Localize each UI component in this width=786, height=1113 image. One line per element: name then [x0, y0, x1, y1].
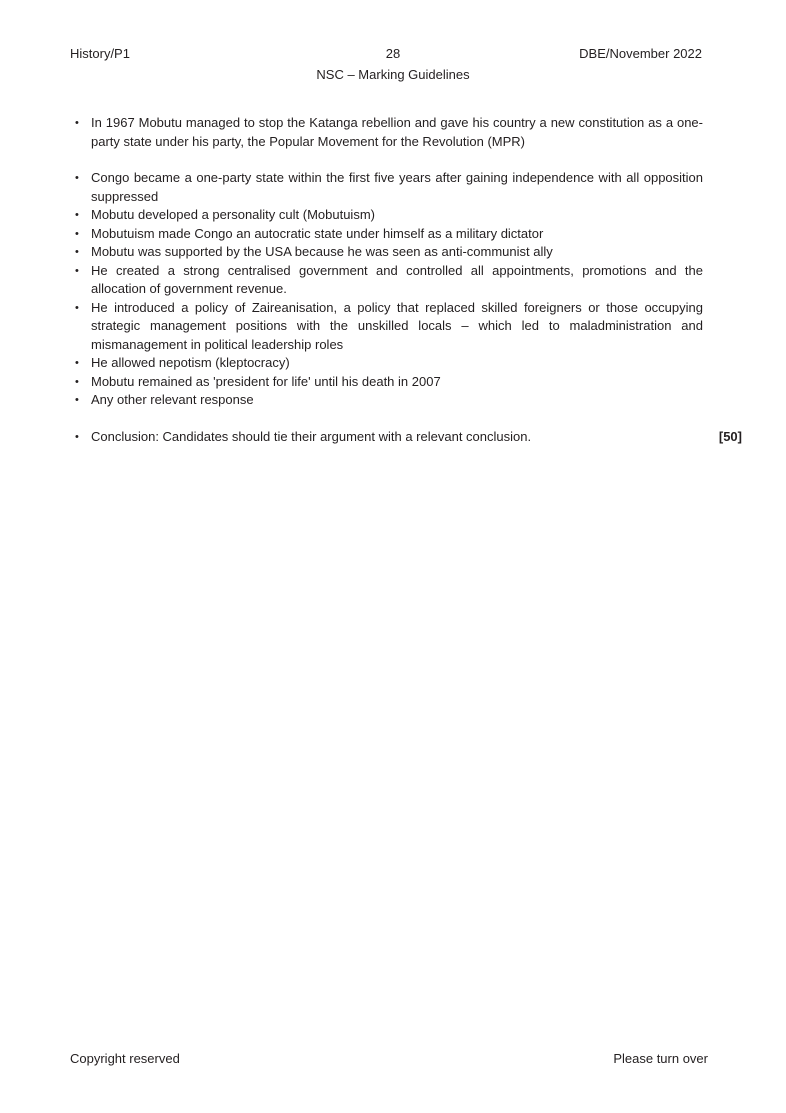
list-item: • Congo became a one-party state within the first five years after gaining independence with all opposition suppressed: [70, 169, 703, 206]
list-item: • Any other relevant response: [70, 391, 703, 410]
header-page-number: 28: [385, 46, 401, 61]
list-item: • Mobutu was supported by the USA because he was seen as anti-communist ally: [70, 243, 703, 262]
page-header: [70, 45, 716, 89]
list-item: • Mobutuism made Congo an autocratic state under himself as a military dictator: [70, 225, 703, 244]
footer-turn-over: Please turn over: [613, 1051, 708, 1066]
list-item: • Mobutu developed a personality cult (Mobutuism): [70, 206, 703, 225]
list-item: • Conclusion: Candidates should tie their argument with a relevant conclusion.: [70, 428, 703, 447]
conclusion-row: [70, 428, 742, 447]
group-spacer: [70, 410, 742, 428]
list-item: • In 1967 Mobutu managed to stop the Katanga rebellion and gave his country a new constitution as a one-party state under his party, the Popular Movement for the Revolution (MPR): [70, 114, 703, 151]
list-item: • Mobutu remained as 'president for life' until his death in 2007: [70, 373, 703, 392]
header-document-title: NSC – Marking Guidelines: [316, 67, 470, 82]
body-content: [70, 114, 742, 446]
marks-allocation: [50]: [718, 428, 742, 444]
bullet-group-conclusion: [70, 428, 742, 447]
page-footer: [70, 1050, 716, 1067]
header-row: [70, 45, 716, 62]
list-item: • He introduced a policy of Zaireanisation, a policy that replaced skilled foreigners or those occupying strategic management positions with the unskilled locals – which led to maladministration and mismanagement in political leadership roles: [70, 299, 703, 355]
header-subject-code: History/P1: [70, 46, 130, 61]
bullet-group-intro: [70, 114, 742, 151]
group-spacer: [70, 151, 742, 169]
list-item: • He created a strong centralised government and controlled all appointments, promotions and the allocation of government revenue.: [70, 262, 703, 299]
bullet-group-main: [70, 169, 742, 410]
footer-copyright: Copyright reserved: [70, 1051, 180, 1066]
header-exam-session: DBE/November 2022: [579, 46, 702, 61]
list-item: • He allowed nepotism (kleptocracy): [70, 354, 703, 373]
